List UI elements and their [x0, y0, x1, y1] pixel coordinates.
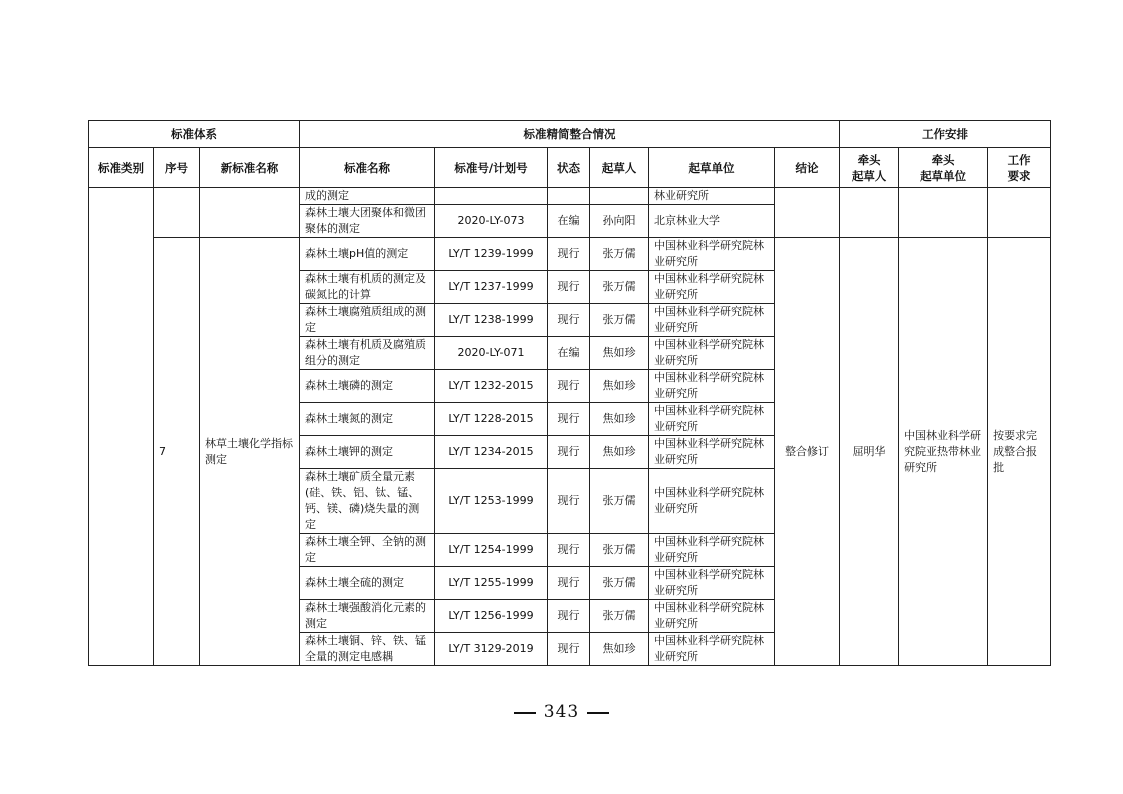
table-row [89, 238, 1051, 271]
standard-name: 森林土壤全硫的测定 [300, 567, 435, 600]
standard-unit: 中国林业科学研究院林业研究所 [649, 370, 775, 403]
header-new-name: 新标准名称 [200, 148, 300, 188]
standard-drafter: 张万儒 [590, 271, 649, 304]
header-category: 标准类别 [89, 148, 154, 188]
group-lead-unit: 中国林业科学研究院亚热带林业研究所 [899, 238, 988, 666]
header-drafter: 起草人 [590, 148, 649, 188]
standard-number: LY/T 1228-2015 [435, 403, 548, 436]
standard-drafter: 孙向阳 [590, 205, 649, 238]
standard-status: 现行 [548, 469, 590, 534]
standard-drafter: 焦如珍 [590, 633, 649, 666]
page-number: 343 [543, 702, 580, 722]
standard-unit: 中国林业科学研究院林业研究所 [649, 534, 775, 567]
standard-status: 现行 [548, 271, 590, 304]
header-group-standard-system: 标准体系 [89, 121, 300, 148]
standard-status: 现行 [548, 534, 590, 567]
standard-status: 现行 [548, 600, 590, 633]
dash-left [514, 712, 536, 714]
standard-number: LY/T 1232-2015 [435, 370, 548, 403]
standard-name: 森林土壤腐殖质组成的测定 [300, 304, 435, 337]
group-new-name: 林草土壤化学指标测定 [200, 238, 300, 666]
standard-drafter: 张万儒 [590, 567, 649, 600]
standard-drafter: 焦如珍 [590, 436, 649, 469]
standard-name: 森林土壤全钾、全钠的测定 [300, 534, 435, 567]
standard-unit: 中国林业科学研究院林业研究所 [649, 633, 775, 666]
standard-number: LY/T 1254-1999 [435, 534, 548, 567]
standard-unit: 中国林业科学研究院林业研究所 [649, 403, 775, 436]
prev-lead-drafter-cell [840, 188, 899, 238]
standard-name: 森林土壤磷的测定 [300, 370, 435, 403]
standard-name: 森林土壤氮的测定 [300, 403, 435, 436]
group-lead-drafter: 屈明华 [840, 238, 899, 666]
standard-drafter: 焦如珍 [590, 337, 649, 370]
standard-status: 现行 [548, 633, 590, 666]
standard-number: LY/T 1255-1999 [435, 567, 548, 600]
standard-name: 森林土壤矿质全量元素(硅、铁、铝、钛、锰、钙、镁、磷)烧失量的测定 [300, 469, 435, 534]
header-group-work-arrangement: 工作安排 [840, 121, 1051, 148]
standard-drafter: 张万儒 [590, 469, 649, 534]
standard-number: LY/T 1239-1999 [435, 238, 548, 271]
standard-unit: 林业研究所 [649, 188, 775, 205]
standard-drafter: 焦如珍 [590, 370, 649, 403]
standard-unit: 中国林业科学研究院林业研究所 [649, 304, 775, 337]
prev-lead-unit-cell [899, 188, 988, 238]
standard-number: LY/T 1237-1999 [435, 271, 548, 304]
header-lead-unit: 牵头 起草单位 [899, 148, 988, 188]
standard-status: 现行 [548, 403, 590, 436]
category-cell [89, 188, 154, 666]
standard-name: 成的测定 [300, 188, 435, 205]
standard-unit: 中国林业科学研究院林业研究所 [649, 238, 775, 271]
standard-drafter: 张万儒 [590, 600, 649, 633]
group-seq: 7 [154, 238, 200, 666]
standard-name: 森林土壤有机质的测定及碳氮比的计算 [300, 271, 435, 304]
standard-name: 森林土壤强酸消化元素的测定 [300, 600, 435, 633]
standard-unit: 中国林业科学研究院林业研究所 [649, 567, 775, 600]
standard-number: LY/T 1234-2015 [435, 436, 548, 469]
standard-drafter: 张万儒 [590, 304, 649, 337]
prev-seq-cell [154, 188, 200, 238]
header-name: 标准名称 [300, 148, 435, 188]
standard-drafter: 焦如珍 [590, 403, 649, 436]
standard-unit: 中国林业科学研究院林业研究所 [649, 600, 775, 633]
group-conclusion: 整合修订 [775, 238, 840, 666]
standards-table [88, 120, 1051, 666]
dash-right [587, 712, 609, 714]
standard-status: 现行 [548, 304, 590, 337]
standard-status: 现行 [548, 567, 590, 600]
header-status: 状态 [548, 148, 590, 188]
group-requirement: 按要求完成整合报批 [988, 238, 1051, 666]
standard-number: 2020-LY-071 [435, 337, 548, 370]
header-unit: 起草单位 [649, 148, 775, 188]
standard-unit: 北京林业大学 [649, 205, 775, 238]
standard-status: 现行 [548, 370, 590, 403]
header-seq: 序号 [154, 148, 200, 188]
standard-name: 森林土壤有机质及腐殖质组分的测定 [300, 337, 435, 370]
prev-requirement-cell [988, 188, 1051, 238]
standard-name: 森林土壤大团聚体和微团聚体的测定 [300, 205, 435, 238]
standard-name: 森林土壤钾的测定 [300, 436, 435, 469]
standard-name: 森林土壤铜、锌、铁、锰全量的测定电感耦 [300, 633, 435, 666]
header-number: 标准号/计划号 [435, 148, 548, 188]
prev-new-name-cell [200, 188, 300, 238]
table-row [89, 188, 1051, 205]
standard-drafter [590, 188, 649, 205]
standard-status: 现行 [548, 436, 590, 469]
standard-drafter: 张万儒 [590, 238, 649, 271]
standard-number: LY/T 3129-2019 [435, 633, 548, 666]
standard-status [548, 188, 590, 205]
standard-drafter: 张万儒 [590, 534, 649, 567]
standard-number: LY/T 1238-1999 [435, 304, 548, 337]
standard-number [435, 188, 548, 205]
header-lead-drafter: 牵头 起草人 [840, 148, 899, 188]
page-number-footer [0, 702, 1123, 722]
prev-conclusion-cell [775, 188, 840, 238]
header-group-consolidation: 标准精简整合情况 [300, 121, 840, 148]
standard-unit: 中国林业科学研究院林业研究所 [649, 436, 775, 469]
standard-unit: 中国林业科学研究院林业研究所 [649, 337, 775, 370]
standard-number: LY/T 1256-1999 [435, 600, 548, 633]
standard-status: 现行 [548, 238, 590, 271]
standard-status: 在编 [548, 337, 590, 370]
standard-number: 2020-LY-073 [435, 205, 548, 238]
standard-unit: 中国林业科学研究院林业研究所 [649, 469, 775, 534]
standard-status: 在编 [548, 205, 590, 238]
standard-name: 森林土壤pH值的测定 [300, 238, 435, 271]
standard-unit: 中国林业科学研究院林业研究所 [649, 271, 775, 304]
header-requirement: 工作 要求 [988, 148, 1051, 188]
header-conclusion: 结论 [775, 148, 840, 188]
standard-number: LY/T 1253-1999 [435, 469, 548, 534]
